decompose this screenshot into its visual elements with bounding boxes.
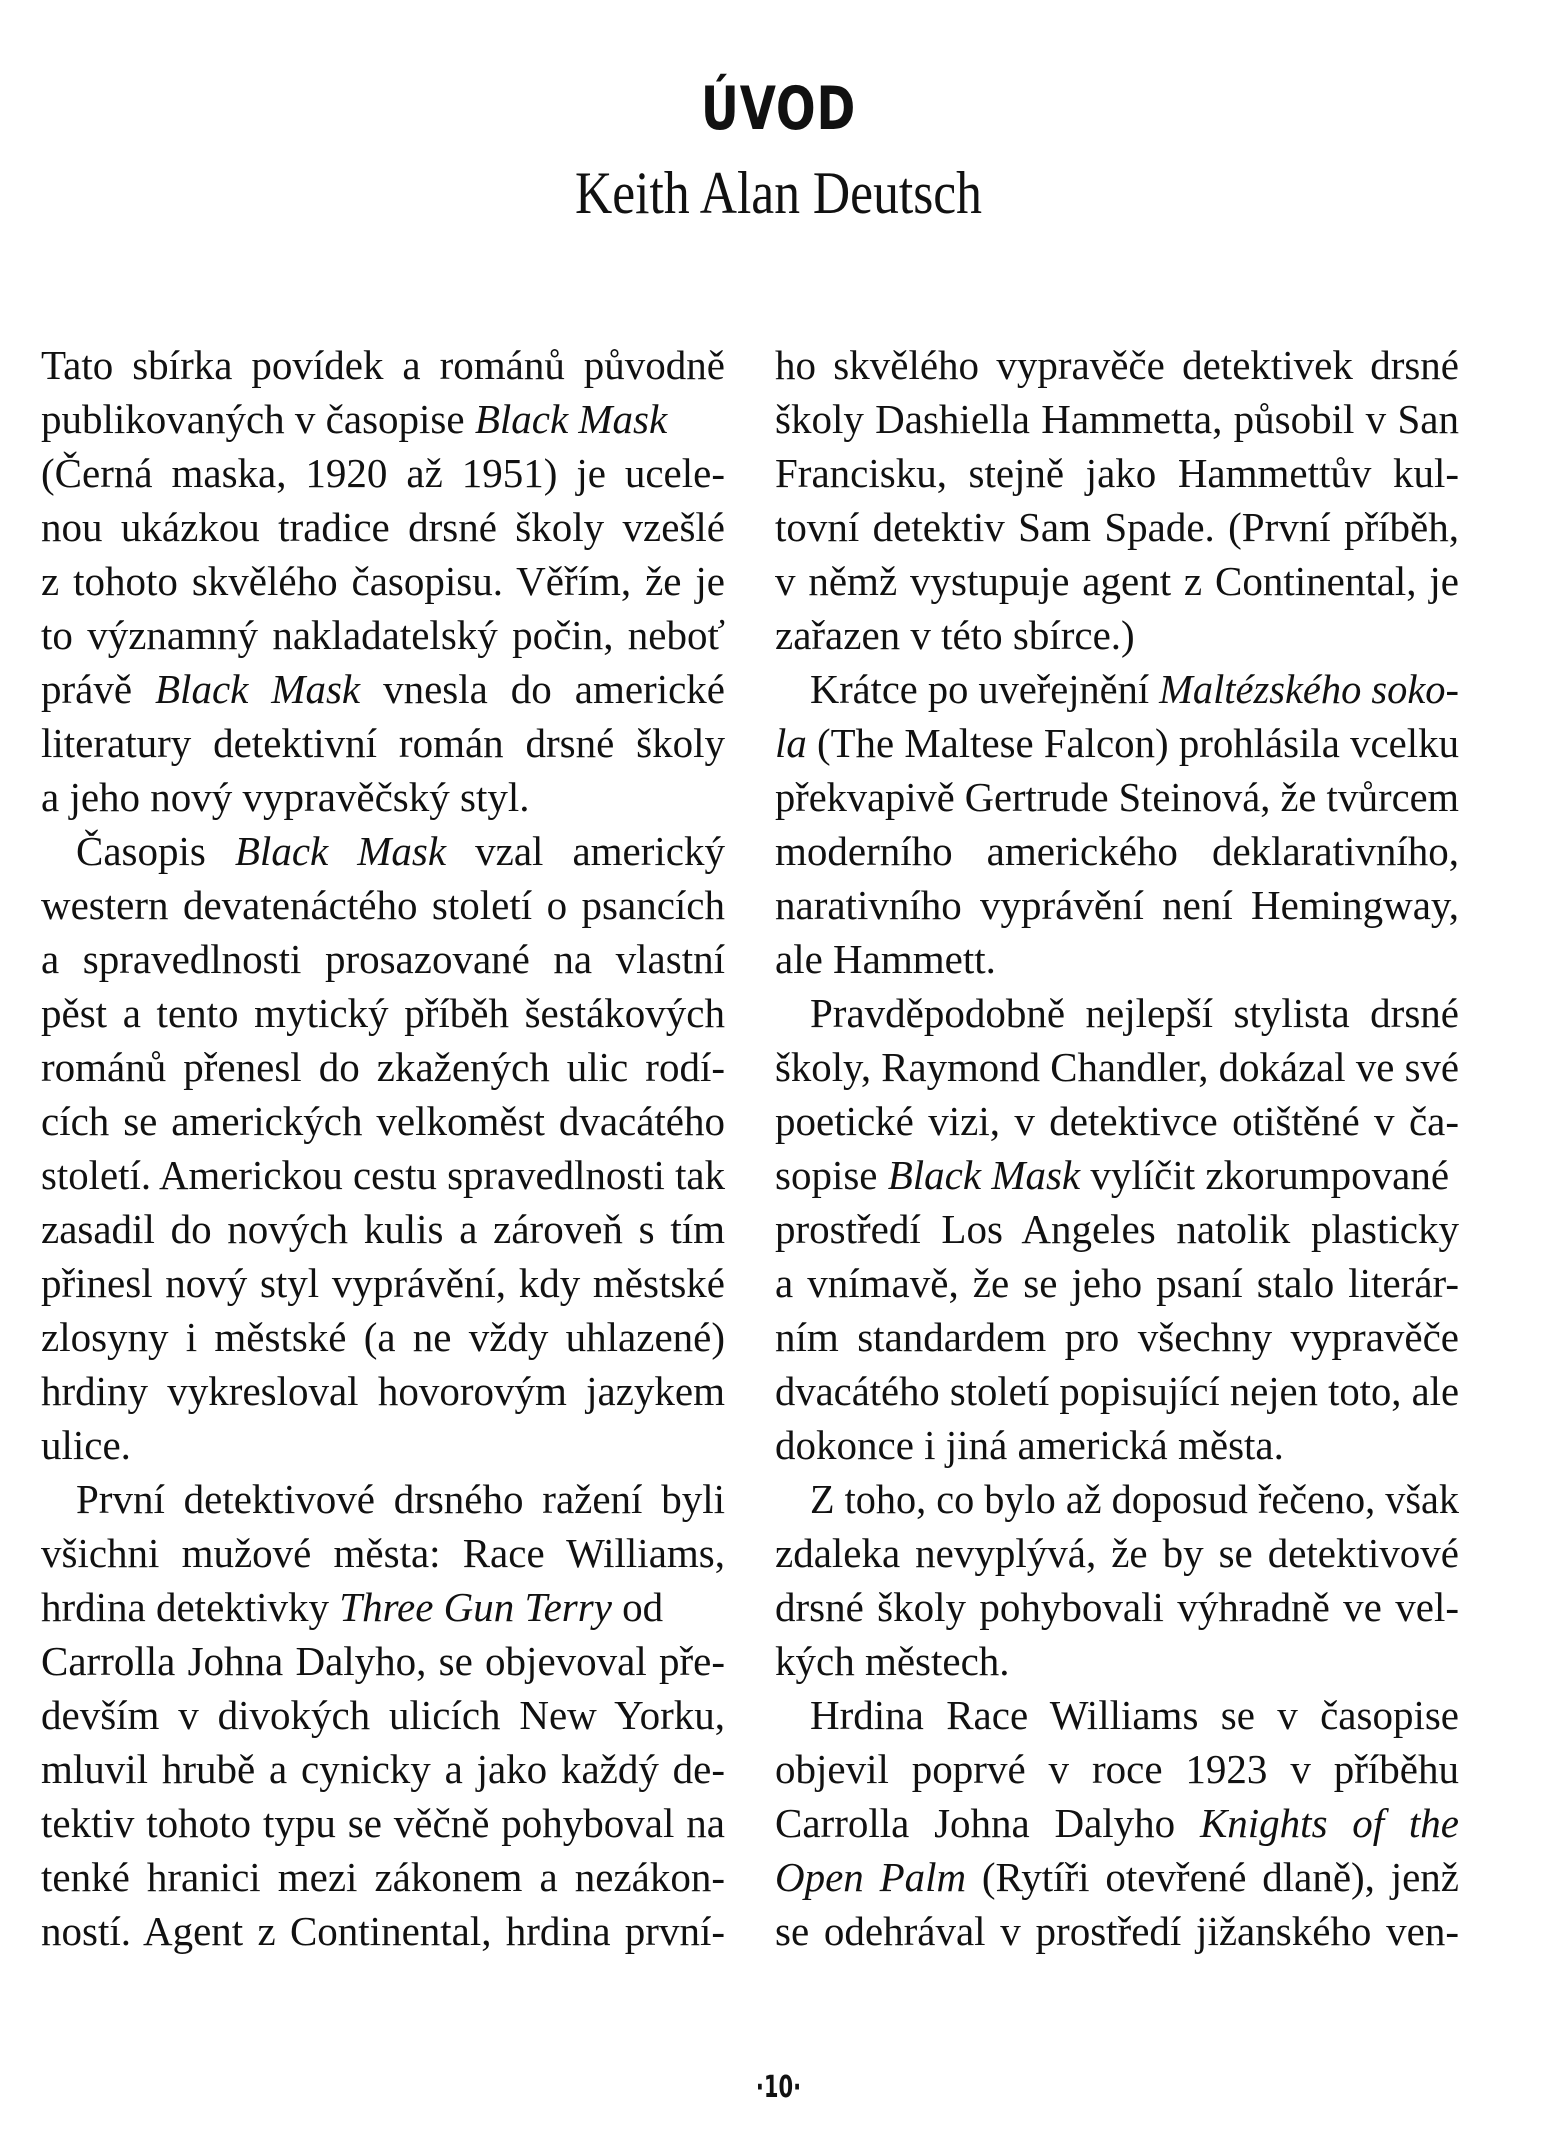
text-line-content bbox=[775, 342, 1459, 388]
text-run: v němž vystupuje agent z Continental, je bbox=[775, 558, 1459, 604]
text-run: a vnímavě, že se jeho psaní stalo literár- bbox=[775, 1260, 1459, 1306]
text-line-content bbox=[775, 1260, 1459, 1306]
text-line-content bbox=[775, 504, 1459, 550]
text-line bbox=[41, 662, 725, 716]
text-line bbox=[41, 1526, 725, 1580]
right-text-column bbox=[775, 338, 1459, 1958]
italic-title-run: Knights of the bbox=[1199, 1800, 1459, 1846]
chapter-title: ÚVOD bbox=[700, 74, 857, 144]
text-line-content bbox=[775, 770, 1459, 824]
text-run: devším v divokých ulicích New Yorku, bbox=[41, 1692, 725, 1738]
text-run: vnesla do americké bbox=[360, 666, 725, 712]
text-line bbox=[775, 500, 1459, 554]
text-run: tektiv tohoto typu se věčně pohyboval na bbox=[41, 1800, 725, 1846]
text-run: Hrdina Race Williams se v časopise bbox=[810, 1692, 1459, 1738]
text-line bbox=[41, 554, 725, 608]
text-line-content bbox=[775, 1584, 1459, 1630]
text-line-content bbox=[775, 558, 1459, 604]
text-run: hrdiny vykresloval hovorovým jazykem bbox=[41, 1368, 725, 1414]
text-run: Carrolla Johna Dalyho bbox=[775, 1800, 1200, 1846]
text-line-content bbox=[41, 1530, 725, 1576]
text-line bbox=[775, 932, 1459, 986]
text-line bbox=[775, 1094, 1459, 1148]
page-number: ·10· bbox=[755, 2070, 802, 2105]
italic-title-run: Three Gun Terry bbox=[339, 1584, 612, 1630]
text-line-content bbox=[76, 1476, 725, 1522]
text-line-content bbox=[76, 828, 725, 874]
text-line-content bbox=[775, 936, 996, 982]
text-run: Pravděpodobně nejlepší stylista drsné bbox=[810, 990, 1459, 1036]
text-line-content bbox=[775, 882, 1459, 928]
italic-title-run: la bbox=[775, 720, 807, 766]
text-line-content bbox=[41, 990, 725, 1036]
italic-title-run: Black Mask bbox=[155, 666, 361, 712]
text-line-content bbox=[41, 1692, 725, 1738]
text-line-content bbox=[41, 1422, 131, 1468]
text-run: tenké hranici mezi zákonem a nezákon- bbox=[41, 1854, 725, 1900]
text-line bbox=[41, 1472, 725, 1526]
text-line-content bbox=[775, 716, 1459, 770]
text-run: zařazen v této sbírce.) bbox=[775, 612, 1135, 658]
text-line-content bbox=[41, 1260, 725, 1306]
left-text-column bbox=[41, 338, 725, 1958]
text-line-content bbox=[41, 558, 725, 604]
text-run: ho skvělého vypravěče detektivek drsné bbox=[775, 342, 1459, 388]
text-run: románů přenesl do zkažených ulic rodí- bbox=[41, 1044, 725, 1090]
text-line-content bbox=[775, 450, 1459, 496]
text-line bbox=[775, 554, 1459, 608]
text-line bbox=[775, 446, 1459, 500]
text-line-content bbox=[775, 1854, 1459, 1900]
text-line bbox=[41, 1094, 725, 1148]
text-line bbox=[41, 1256, 725, 1310]
text-run: literatury detektivní román drsné školy bbox=[41, 720, 725, 766]
text-line-content bbox=[41, 342, 725, 388]
text-run: a spravedlnosti prosazované na vlastní bbox=[41, 936, 725, 982]
text-line-content bbox=[41, 450, 725, 496]
text-run: od bbox=[611, 1584, 664, 1630]
text-run: Francisku, stejně jako Hammettův kul- bbox=[775, 450, 1459, 496]
text-line-content bbox=[41, 936, 725, 982]
text-run: a jeho nový vypravěčský styl. bbox=[41, 774, 530, 820]
text-line bbox=[41, 824, 725, 878]
text-run: narativního vyprávění není Hemingway, bbox=[775, 882, 1459, 928]
text-line bbox=[41, 716, 725, 770]
text-run: ností. Agent z Continental, hrdina první- bbox=[41, 1908, 725, 1954]
text-line-content bbox=[41, 1800, 725, 1846]
text-line bbox=[41, 1148, 725, 1202]
text-line bbox=[775, 878, 1459, 932]
text-line-content bbox=[810, 1692, 1459, 1738]
text-run: publikovaných v časopise bbox=[41, 396, 475, 442]
text-run: zasadil do nových kulis a zároveň s tím bbox=[41, 1206, 725, 1252]
text-run: z tohoto skvělého časopisu. Věřím, že je bbox=[41, 558, 725, 604]
italic-title-run: Black Mask bbox=[474, 396, 668, 442]
text-line bbox=[775, 1364, 1459, 1418]
text-line-content bbox=[810, 1472, 1459, 1526]
text-line-content bbox=[775, 828, 1459, 874]
text-line bbox=[775, 1742, 1459, 1796]
text-line bbox=[41, 1634, 725, 1688]
text-line bbox=[775, 824, 1459, 878]
text-run: western devatenáctého století o psancích bbox=[41, 882, 725, 928]
text-line-content bbox=[775, 1206, 1459, 1252]
text-run: ulice. bbox=[41, 1422, 131, 1468]
text-line bbox=[41, 1796, 725, 1850]
text-run: (Rytíři otevřené dlaně), jenž bbox=[966, 1854, 1459, 1900]
text-run: školy Dashiella Hammetta, působil v San bbox=[775, 396, 1459, 442]
text-line bbox=[775, 1202, 1459, 1256]
text-line bbox=[775, 1526, 1459, 1580]
text-run: (Černá maska, 1920 až 1951) je ucele- bbox=[41, 450, 725, 496]
text-line-content bbox=[775, 1364, 1459, 1418]
text-run: moderního amerického deklarativního, bbox=[775, 828, 1459, 874]
text-line bbox=[775, 338, 1459, 392]
text-line-content bbox=[775, 1530, 1459, 1576]
text-line-content bbox=[41, 504, 725, 550]
text-line-content bbox=[41, 1368, 725, 1414]
text-run: prostředí Los Angeles natolik plasticky bbox=[775, 1206, 1459, 1252]
text-line-content bbox=[810, 662, 1459, 716]
text-line bbox=[775, 1904, 1459, 1958]
text-line bbox=[775, 1310, 1459, 1364]
text-line-content bbox=[775, 396, 1459, 442]
text-line-content bbox=[41, 1908, 725, 1954]
text-line bbox=[41, 1688, 725, 1742]
text-line-content bbox=[41, 1206, 725, 1252]
text-run: Krátce po uveřejnění bbox=[810, 666, 1160, 712]
text-line-content bbox=[41, 774, 529, 820]
author-name: Keith Alan Deutsch bbox=[575, 160, 982, 226]
text-run: školy, Raymond Chandler, dokázal ve své bbox=[775, 1044, 1459, 1090]
text-run: sopise bbox=[775, 1152, 888, 1198]
text-run: to významný nakladatelský počin, neboť bbox=[41, 612, 725, 658]
text-line bbox=[775, 1850, 1459, 1904]
text-run: právě bbox=[41, 666, 156, 712]
text-line-content bbox=[41, 392, 667, 446]
text-line bbox=[41, 500, 725, 554]
text-line-content bbox=[41, 720, 725, 766]
italic-title-run: Maltézského soko- bbox=[1159, 666, 1459, 712]
text-run: vylíčit zkorumpované bbox=[1080, 1152, 1450, 1198]
text-line bbox=[775, 716, 1459, 770]
italic-title-run: Open Palm bbox=[775, 1854, 967, 1900]
text-line-content bbox=[41, 1854, 725, 1900]
text-line-content bbox=[775, 1800, 1459, 1846]
text-run: zdaleka nevyplývá, že by se detektivové bbox=[775, 1530, 1459, 1576]
text-run: století. Americkou cestu spravedlnosti tak bbox=[41, 1152, 725, 1198]
text-run: Časopis bbox=[76, 828, 235, 874]
text-line bbox=[41, 338, 725, 392]
text-line bbox=[41, 770, 725, 824]
text-line-content bbox=[775, 1040, 1459, 1094]
text-line bbox=[41, 1580, 725, 1634]
text-line-content bbox=[41, 666, 725, 712]
text-line-content bbox=[775, 1746, 1459, 1792]
text-line bbox=[41, 986, 725, 1040]
text-line-content bbox=[810, 990, 1459, 1036]
text-line bbox=[775, 1256, 1459, 1310]
text-line-content bbox=[41, 1148, 725, 1202]
text-run: cích se amerických velkoměst dvacátého bbox=[41, 1098, 725, 1144]
text-run: kých městech. bbox=[775, 1638, 1010, 1684]
text-run: tovní detektiv Sam Spade. (První příběh, bbox=[775, 504, 1459, 550]
text-run: se odehrával v prostředí jižanského ven- bbox=[775, 1908, 1459, 1954]
text-line-content bbox=[775, 612, 1135, 658]
text-line-content bbox=[775, 1908, 1459, 1954]
text-run: Tato sbírka povídek a románů původně bbox=[41, 342, 725, 388]
text-line bbox=[775, 1040, 1459, 1094]
text-line-content bbox=[41, 1638, 725, 1684]
text-line-content bbox=[775, 1314, 1459, 1360]
text-line bbox=[41, 1850, 725, 1904]
text-line bbox=[775, 1580, 1459, 1634]
text-line bbox=[41, 1310, 725, 1364]
text-line bbox=[775, 392, 1459, 446]
text-line bbox=[41, 446, 725, 500]
text-line bbox=[775, 1688, 1459, 1742]
text-run: všichni mužové města: Race Williams, bbox=[41, 1530, 725, 1576]
text-run: (The Maltese Falcon) prohlásila vcelku bbox=[806, 720, 1459, 766]
text-run: poetické vizi, v detektivce otištěné v ča- bbox=[775, 1098, 1459, 1144]
text-line-content bbox=[41, 1044, 725, 1090]
text-line bbox=[775, 1148, 1459, 1202]
text-line bbox=[775, 986, 1459, 1040]
text-line bbox=[41, 1418, 725, 1472]
text-line bbox=[775, 1634, 1459, 1688]
text-line bbox=[41, 1364, 725, 1418]
text-line bbox=[41, 1040, 725, 1094]
italic-title-run: Black Mask bbox=[234, 828, 447, 874]
text-line-content bbox=[41, 1098, 725, 1144]
text-line-content bbox=[41, 612, 725, 658]
text-line bbox=[775, 1418, 1459, 1472]
text-line-content bbox=[41, 1580, 663, 1634]
text-run: ale Hammett. bbox=[775, 936, 996, 982]
text-run: Z toho, co bylo až doposud řečeno, však bbox=[810, 1476, 1459, 1522]
text-run: Carrolla Johna Dalyho, se objevoval pře- bbox=[41, 1638, 725, 1684]
text-line-content bbox=[41, 1314, 725, 1360]
text-run: ním standardem pro všechny vypravěče bbox=[775, 1314, 1459, 1360]
text-line bbox=[41, 1742, 725, 1796]
text-run: dokonce i jiná americká města. bbox=[775, 1422, 1284, 1468]
text-line bbox=[775, 608, 1459, 662]
text-run: zlosyny i městské (a ne vždy uhlazené) bbox=[41, 1314, 725, 1360]
text-line bbox=[775, 1796, 1459, 1850]
text-run: objevil poprvé v roce 1923 v příběhu bbox=[775, 1746, 1459, 1792]
text-line bbox=[41, 392, 725, 446]
text-line bbox=[41, 878, 725, 932]
text-run: První detektivové drsného ražení byli bbox=[76, 1476, 725, 1522]
text-line bbox=[41, 1904, 725, 1958]
text-run: přinesl nový styl vyprávění, kdy městské bbox=[41, 1260, 725, 1306]
text-line-content bbox=[41, 882, 725, 928]
text-run: nou ukázkou tradice drsné školy vzešlé bbox=[41, 504, 725, 550]
text-run: hrdina detektivky bbox=[41, 1584, 340, 1630]
text-line-content bbox=[775, 1422, 1284, 1468]
text-line-content bbox=[775, 1148, 1449, 1202]
text-line bbox=[41, 1202, 725, 1256]
text-line bbox=[775, 1472, 1459, 1526]
text-line bbox=[41, 608, 725, 662]
text-run: pěst a tento mytický příběh šestákových bbox=[41, 990, 725, 1036]
text-run: překvapivě Gertrude Steinová, že tvůrcem bbox=[775, 774, 1459, 820]
text-run: mluvil hrubě a cynicky a jako každý de- bbox=[41, 1746, 725, 1792]
text-run: vzal americký bbox=[446, 828, 725, 874]
text-run: drsné školy pohybovali výhradně ve vel- bbox=[775, 1584, 1459, 1630]
text-line bbox=[775, 770, 1459, 824]
text-line bbox=[41, 932, 725, 986]
text-line-content bbox=[775, 1098, 1459, 1144]
text-line-content bbox=[775, 1638, 1010, 1684]
text-run: dvacátého století popisující nejen toto, ale bbox=[775, 1368, 1459, 1414]
text-line bbox=[775, 662, 1459, 716]
italic-title-run: Black Mask bbox=[887, 1152, 1081, 1198]
text-line-content bbox=[41, 1746, 725, 1792]
